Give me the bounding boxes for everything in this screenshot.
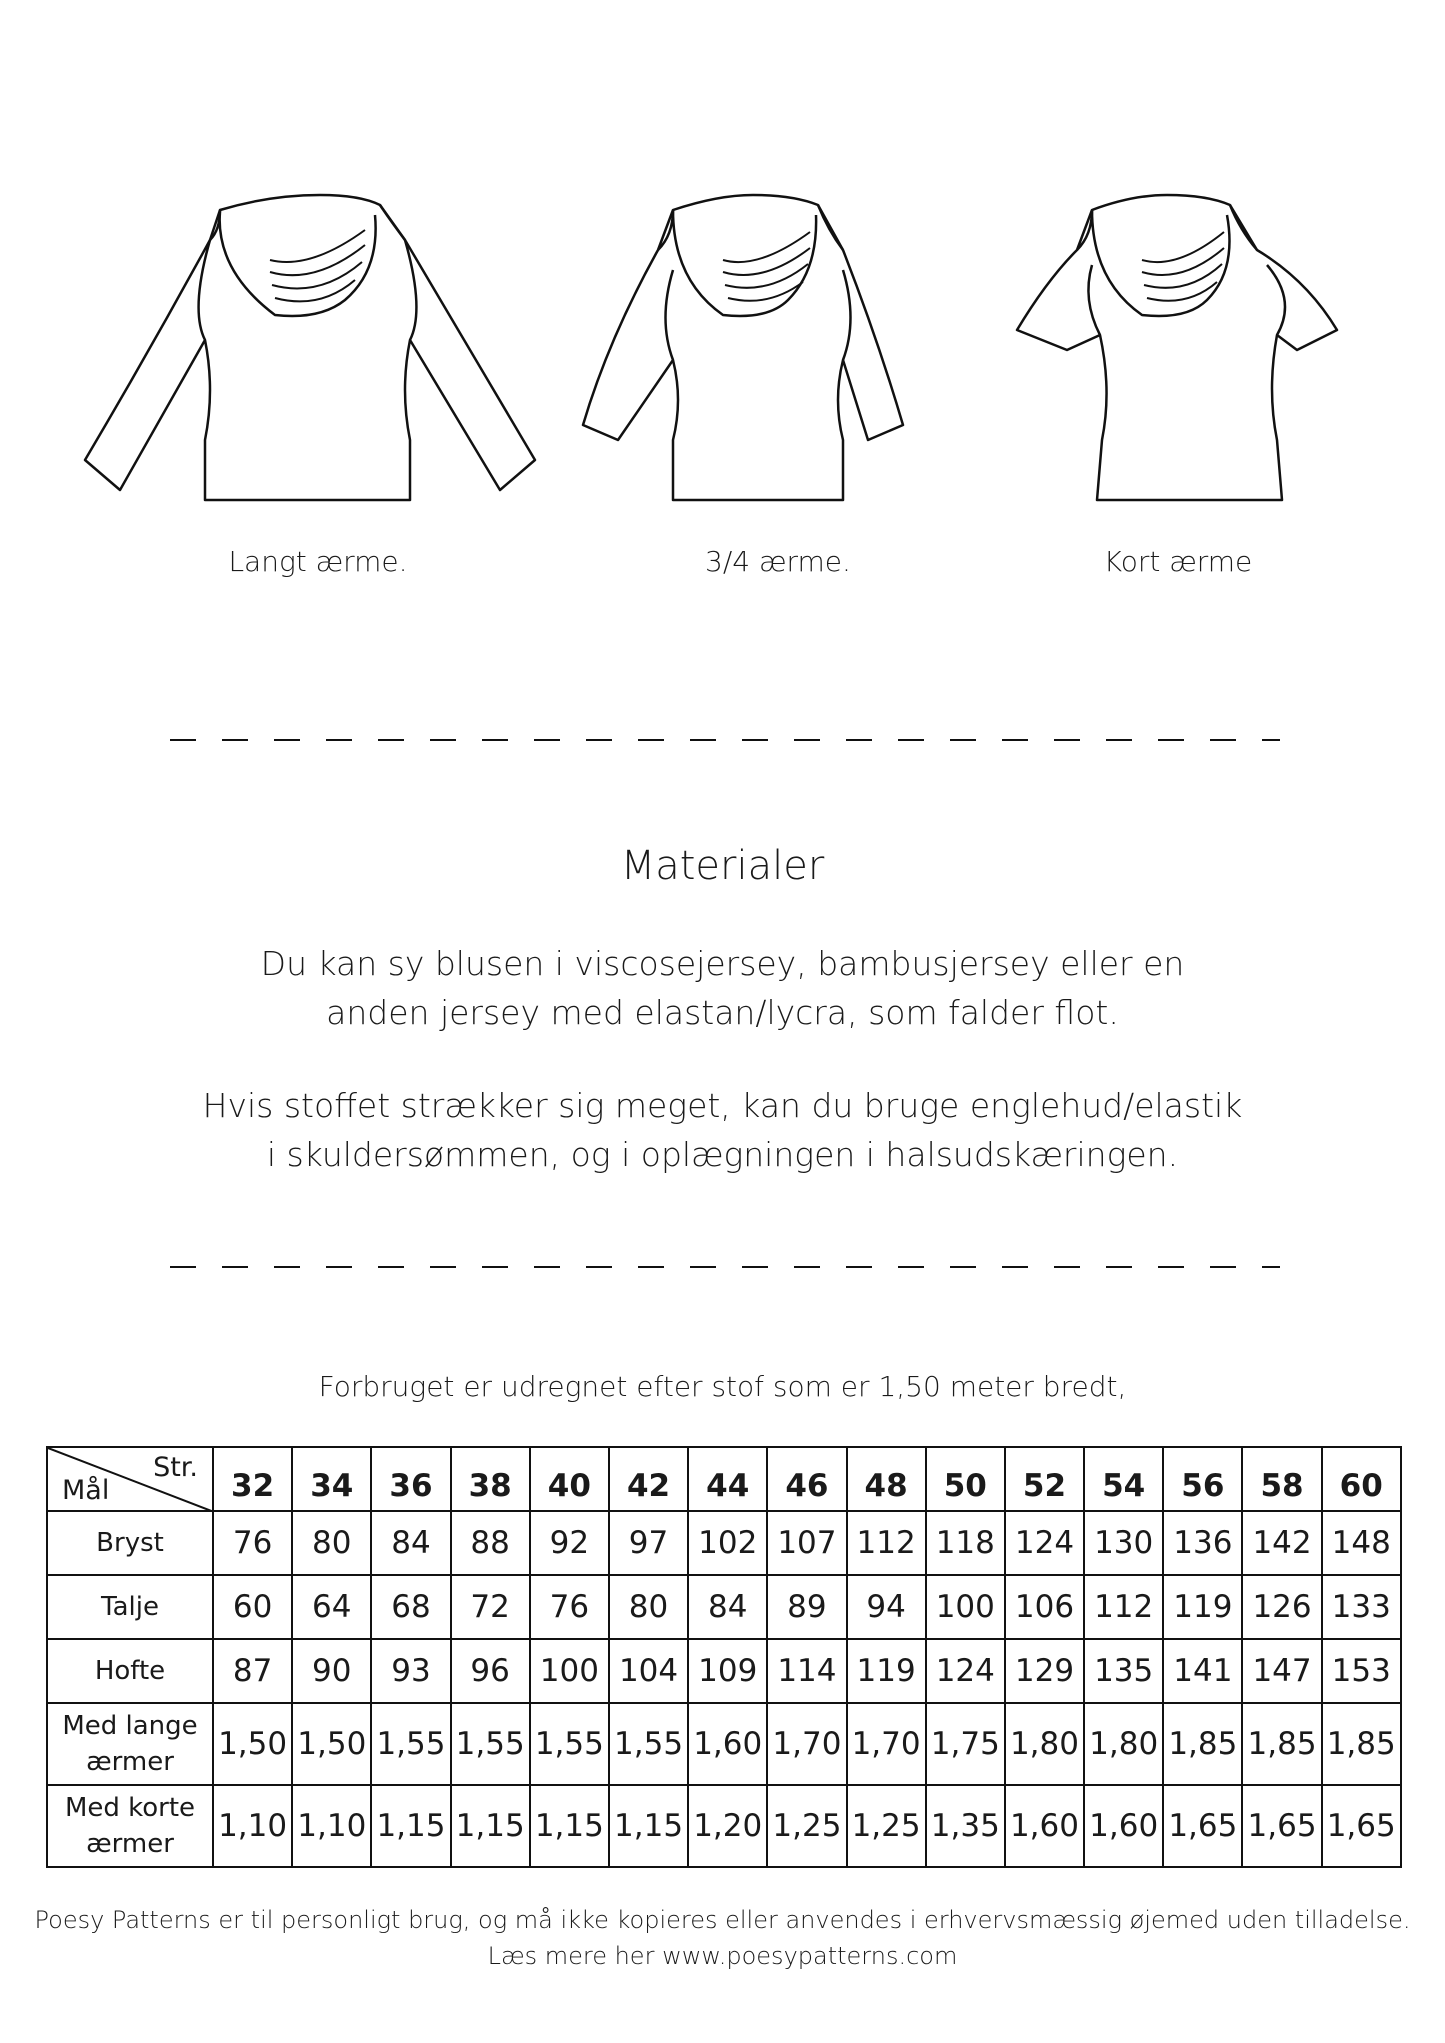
table-cell: 112: [1084, 1575, 1163, 1639]
table-cell: 92: [530, 1511, 609, 1575]
table-cell: 1,65: [1322, 1785, 1401, 1867]
row-label-bryst: Bryst: [47, 1511, 213, 1575]
size-header-row: [47, 1447, 1401, 1511]
materials-title: Materialer: [620, 843, 825, 889]
table-cell: 135: [1084, 1639, 1163, 1703]
table-cell: 1,85: [1242, 1703, 1321, 1785]
footer-copyright-line: Poesy Patterns er til personligt brug, og må ikke kopieres eller anvendes i erhvervsmæssig øjemed uden tilladelse.: [34, 1906, 1411, 1934]
table-row-talje: [47, 1575, 1401, 1639]
size-header-cell: 56: [1163, 1447, 1242, 1511]
size-header-cell: 34: [292, 1447, 371, 1511]
table-cell: 96: [451, 1639, 530, 1703]
row-label-talje: Talje: [47, 1575, 213, 1639]
table-cell: 1,15: [451, 1785, 530, 1867]
table-row-med-korte-aermer: [47, 1785, 1401, 1867]
fabric-width-note: Forbruget er udregnet efter stof som er 1,50 meter bredt,: [318, 1370, 1127, 1403]
corner-measure-label: Mål: [62, 1475, 110, 1506]
table-cell: 1,55: [451, 1703, 530, 1785]
table-cell: 76: [213, 1511, 292, 1575]
table-cell: 84: [371, 1511, 450, 1575]
table-cell: 1,65: [1242, 1785, 1321, 1867]
size-header-cell: 60: [1322, 1447, 1401, 1511]
table-row-bryst: [47, 1511, 1401, 1575]
three-quarter-sleeve-top-icon: [578, 190, 908, 520]
size-header-cell: 32: [213, 1447, 292, 1511]
table-cell: 1,50: [213, 1703, 292, 1785]
caption-short-sleeve: Kort ærme: [1103, 545, 1253, 578]
table-cell: 1,10: [213, 1785, 292, 1867]
corner-size-label: Str.: [153, 1452, 198, 1483]
table-cell: 84: [688, 1575, 767, 1639]
table-cell: 119: [1163, 1575, 1242, 1639]
table-cell: 1,60: [1084, 1785, 1163, 1867]
table-cell: 1,25: [847, 1785, 926, 1867]
size-header-cell: 54: [1084, 1447, 1163, 1511]
table-cell: 104: [609, 1639, 688, 1703]
table-cell: 130: [1084, 1511, 1163, 1575]
table-cell: 80: [292, 1511, 371, 1575]
table-cell: 89: [767, 1575, 846, 1639]
size-header-cell: 48: [847, 1447, 926, 1511]
table-cell: 60: [213, 1575, 292, 1639]
table-cell: 68: [371, 1575, 450, 1639]
table-cell: 72: [451, 1575, 530, 1639]
table-cell: 100: [926, 1575, 1005, 1639]
table-cell: 129: [1005, 1639, 1084, 1703]
table-row-hofte: [47, 1639, 1401, 1703]
table-cell: 102: [688, 1511, 767, 1575]
size-table: [46, 1446, 1402, 1868]
table-cell: 1,20: [688, 1785, 767, 1867]
row-label-line1: Med korte: [64, 1793, 196, 1823]
table-cell: 109: [688, 1639, 767, 1703]
table-corner-cell: [47, 1447, 213, 1511]
table-cell: 1,70: [767, 1703, 846, 1785]
table-cell: 141: [1163, 1639, 1242, 1703]
table-cell: 112: [847, 1511, 926, 1575]
table-cell: 87: [213, 1639, 292, 1703]
size-header-cell: 44: [688, 1447, 767, 1511]
row-label-hofte: Hofte: [47, 1639, 213, 1703]
table-cell: 1,80: [1084, 1703, 1163, 1785]
table-cell: 142: [1242, 1511, 1321, 1575]
table-cell: 1,60: [688, 1703, 767, 1785]
table-cell: 64: [292, 1575, 371, 1639]
table-cell: 119: [847, 1639, 926, 1703]
table-cell: 1,75: [926, 1703, 1005, 1785]
table-cell: 76: [530, 1575, 609, 1639]
table-cell: 1,65: [1163, 1785, 1242, 1867]
table-cell: 1,15: [371, 1785, 450, 1867]
table-cell: 124: [926, 1639, 1005, 1703]
caption-long-sleeve: Langt ærme.: [228, 545, 408, 578]
table-cell: 94: [847, 1575, 926, 1639]
row-label-line2: ærmer: [86, 1829, 174, 1859]
row-label-line1: Med lange: [62, 1711, 198, 1741]
table-cell: 100: [530, 1639, 609, 1703]
table-cell: 1,70: [847, 1703, 926, 1785]
size-header-cell: 52: [1005, 1447, 1084, 1511]
table-cell: 97: [609, 1511, 688, 1575]
table-cell: 107: [767, 1511, 846, 1575]
long-sleeve-top-icon: [80, 190, 540, 520]
table-cell: 80: [609, 1575, 688, 1639]
table-cell: 90: [292, 1639, 371, 1703]
table-cell: 136: [1163, 1511, 1242, 1575]
row-label-med-korte-aermer: [47, 1785, 213, 1867]
size-header-cell: 38: [451, 1447, 530, 1511]
table-cell: 114: [767, 1639, 846, 1703]
row-label-med-lange-aermer: [47, 1703, 213, 1785]
table-cell: 1,60: [1005, 1785, 1084, 1867]
table-cell: 118: [926, 1511, 1005, 1575]
table-cell: 1,85: [1322, 1703, 1401, 1785]
table-cell: 1,15: [609, 1785, 688, 1867]
materials-para2-line1: Hvis stoffet strækker sig meget, kan du bruge englehud/elastik: [202, 1086, 1243, 1125]
table-cell: 1,85: [1163, 1703, 1242, 1785]
table-cell: 93: [371, 1639, 450, 1703]
table-cell: 88: [451, 1511, 530, 1575]
table-cell: 148: [1322, 1511, 1401, 1575]
materials-paragraph-2: [0, 1081, 1445, 1179]
size-header-cell: 58: [1242, 1447, 1321, 1511]
table-cell: 147: [1242, 1639, 1321, 1703]
dashed-divider-top: [170, 738, 1280, 742]
table-cell: 124: [1005, 1511, 1084, 1575]
table-cell: 1,15: [530, 1785, 609, 1867]
footer: [0, 1902, 1445, 1974]
table-cell: 1,25: [767, 1785, 846, 1867]
table-cell: 1,55: [371, 1703, 450, 1785]
materials-para1-line1: Du kan sy blusen i viscosejersey, bambusjersey eller en: [260, 944, 1185, 983]
table-cell: 1,35: [926, 1785, 1005, 1867]
materials-paragraph-1: [0, 939, 1445, 1037]
table-cell: 1,10: [292, 1785, 371, 1867]
table-cell: 133: [1322, 1575, 1401, 1639]
table-cell: 1,55: [609, 1703, 688, 1785]
materials-para1-line2: anden jersey med elastan/lycra, som falder flot.: [326, 993, 1119, 1032]
size-header-cell: 36: [371, 1447, 450, 1511]
size-header-cell: 46: [767, 1447, 846, 1511]
table-cell: 153: [1322, 1639, 1401, 1703]
table-cell: 106: [1005, 1575, 1084, 1639]
materials-para2-line2: i skuldersømmen, og i oplægningen i halsudskæringen.: [266, 1135, 1179, 1174]
table-cell: 1,80: [1005, 1703, 1084, 1785]
caption-three-quarter-sleeve: 3/4 ærme.: [705, 545, 851, 578]
short-sleeve-top-icon: [1012, 190, 1342, 520]
size-header-cell: 40: [530, 1447, 609, 1511]
table-row-med-lange-aermer: [47, 1703, 1401, 1785]
table-cell: 1,55: [530, 1703, 609, 1785]
footer-website-line: Læs mere her www.poesypatterns.com: [487, 1942, 958, 1970]
dashed-divider-bottom: [170, 1265, 1280, 1269]
table-cell: 126: [1242, 1575, 1321, 1639]
row-label-line2: ærmer: [86, 1747, 174, 1777]
table-cell: 1,50: [292, 1703, 371, 1785]
size-header-cell: 50: [926, 1447, 1005, 1511]
size-header-cell: 42: [609, 1447, 688, 1511]
